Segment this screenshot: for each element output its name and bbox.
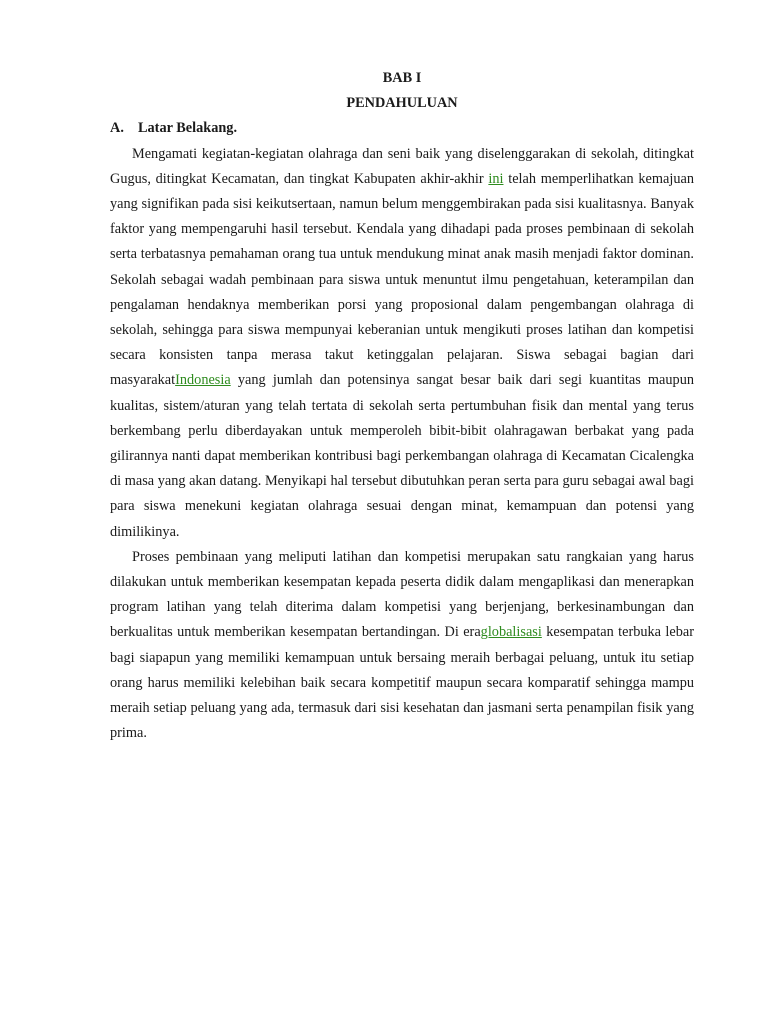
paragraph-1-text-1: Mengamati kegiatan-kegiatan olahraga dan seni baik yang diselenggarakan di sekolah, ditingkat Gugus, ditingkat Kecamatan, dan tingkat Kabupaten akhir-akhir <box>110 145 694 187</box>
paragraph-2-text-1: Proses pembinaan yang meliputi latihan dan kompetisi merupakan satu rangkaian yang harus dilakukan untuk memberikan kesempatan kepada peserta didik dalam mengaplikasi dan menerapkan program latihan yang telah diterima dalam kompetisi yang berjenjang, berkesinambungan dan berkualitas untuk memberikan kesempatan bertandingan. Di era <box>110 548 694 641</box>
paragraph-1-text-2: telah memperlihatkan kemajuan yang signifikan pada sisi keikutsertaan, namun belum menggembirakan pada sisi kualitasnya. Banyak faktor yang mempengaruhi hasil tersebut. Kendala yang dihadapi pada proses pembinaan di sekolah serta terbatasnya pemahaman orang tua untuk mendukung minat anak masih menjadi faktor dominan. Sekolah sebagai wadah pembinaan para siswa untuk menuntut ilmu pengetahuan, keterampilan dan pengalaman hendaknya memberikan porsi yang proposional dalam pengembangan olahraga di sekolah, sehingga para siswa mempunyai keberanian untuk mengikuti proses latihan dan kompetisi secara konsisten tanpa merasa takut ketinggalan pelajaran. Siswa sebagai bagian dari masyarakat <box>110 170 694 389</box>
chapter-title: PENDAHULUAN <box>346 95 458 112</box>
section-heading <box>110 116 694 141</box>
section-title: Latar Belakang. <box>138 120 238 137</box>
chapter-label: BAB I <box>382 70 422 86</box>
section-number: A. <box>110 120 124 137</box>
document-body <box>110 66 694 746</box>
link-ini[interactable]: ini <box>488 170 504 187</box>
link-globalisasi[interactable]: globalisasi <box>480 624 542 641</box>
paragraph-2 <box>110 545 694 747</box>
link-indonesia[interactable]: Indonesia <box>175 372 231 389</box>
paragraph-1 <box>110 142 694 545</box>
paragraph-2-text-2: kesempatan terbuka lebar bagi siapapun yang memiliki kemampuan untuk bersaing meraih berbagai peluang, untuk itu setiap orang harus memiliki kelebihan baik secara kompetitif maupun secara komparatif sehingga mampu meraih setiap peluang yang ada, termasuk dari sisi kesehatan dan jasmani serta penampilan fisik yang prima. <box>110 624 694 742</box>
paragraph-1-text-3: yang jumlah dan potensinya sangat besar baik dari segi kuantitas maupun kualitas, sistem/aturan yang telah tertata di sekolah serta pertumbuhan fisik dan mental yang terus berkembang perlu diberdayakan untuk memperoleh bibit-bibit olahragawan berbakat yang pada gilirannya nanti dapat memberikan kontribusi bagi perkembangan olahraga di Kecamatan Cicalengka di masa yang akan datang. Menyikapi hal tersebut dibutuhkan peran serta para guru sebagai awal bagi para siswa menekuni kegiatan olahraga sesuai dengan minat, kemampuan dan potensi yang dimilikinya. <box>110 372 694 540</box>
